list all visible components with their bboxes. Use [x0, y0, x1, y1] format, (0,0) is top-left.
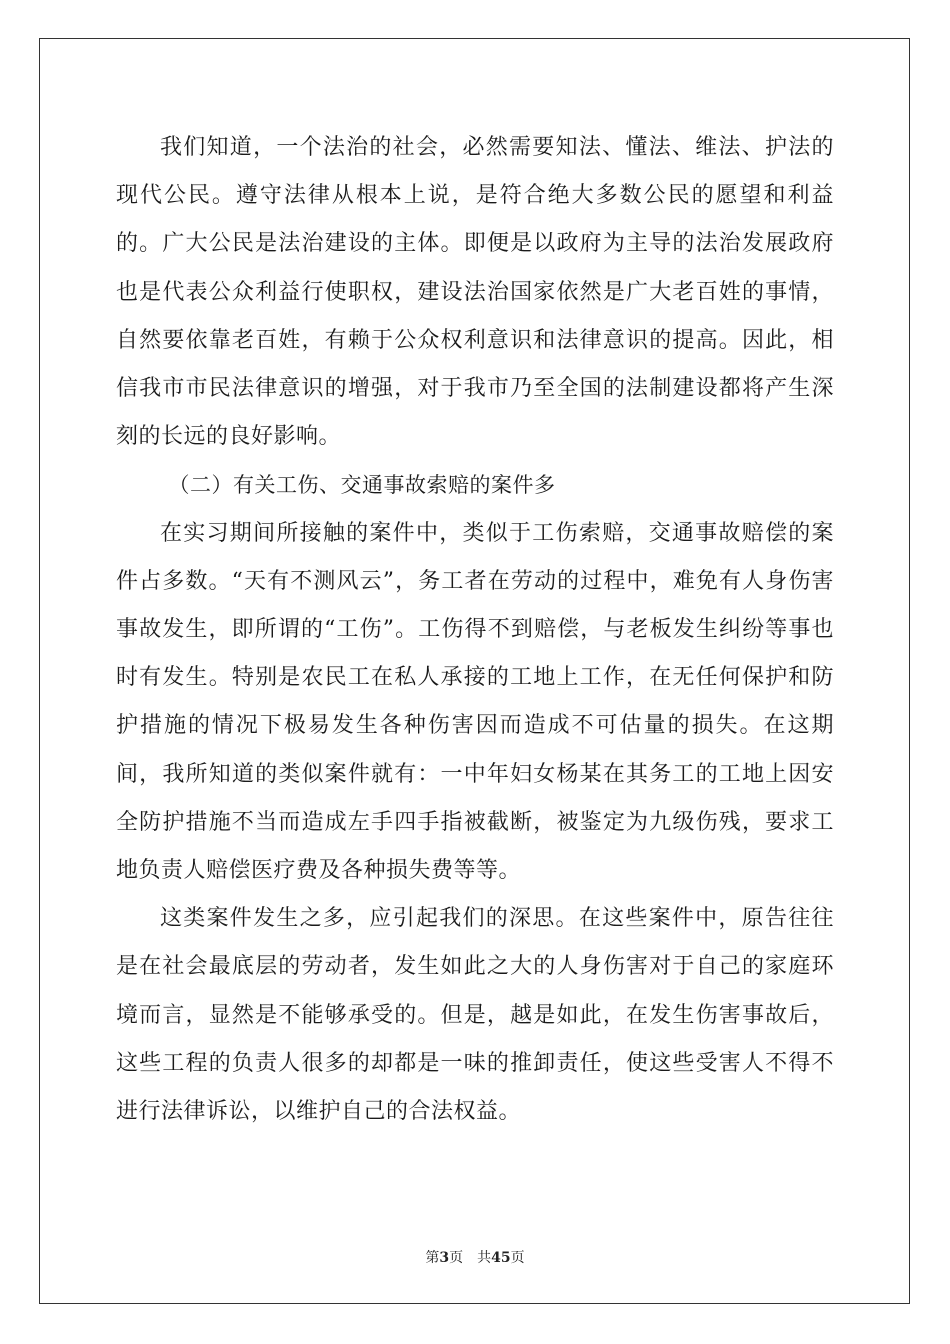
page-footer [0, 1247, 950, 1267]
document-body [116, 124, 834, 1136]
page-number: 3 [439, 1250, 450, 1266]
page-suffix: 页 [449, 1250, 464, 1266]
section-heading-work-injury: （二）有关工伤、交通事故索赔的案件多 [168, 473, 556, 498]
total-prefix: 共 [477, 1250, 492, 1266]
paragraph-reflection: 这类案件发生之多，应引起我们的深思。在这些案件中，原告往往是在社会最底层的劳动者，发生如此之大的人身伤害对于自己的家庭环境而言，显然是不能够承受的。但是，越是如此，在发生伤害事故后，这些工程的负责人很多的却都是一味的推卸责任，使这些受害人不得不进行法律诉讼，以维护自己的合法权益。 [116, 906, 834, 1125]
page-prefix: 第 [425, 1250, 440, 1266]
paragraph-legal-awareness: 我们知道，一个法治的社会，必然需要知法、懂法、维法、护法的现代公民。遵守法律从根本上说，是符合绝大多数公民的愿望和利益的。广大公民是法治建设的主体。即便是以政府为主导的法治发展政府也是代表公众利益行使职权，建设法治国家依然是广大老百姓的事情，自然要依靠老百姓，有赖于公众权利意识和法律意识的提高。因此，相信我市市民法律意识的增强，对于我市乃至全国的法制建设都将产生深刻的长远的良好影响。 [116, 135, 834, 450]
total-pages: 45 [491, 1250, 511, 1266]
paragraph-internship-cases: 在实习期间所接触的案件中，类似于工伤索赔，交通事故赔偿的案件占多数。“天有不测风云”，务工者在劳动的过程中，难免有人身伤害事故发生，即所谓的“工伤”。工伤得不到赔偿，与老板发生纠纷等事也时有发生。特别是农民工在私人承接的工地上工作，在无任何保护和防护措施的情况下极易发生各种伤害因而造成不可估量的损失。在这期间，我所知道的类似案件就有：一中年妇女杨某在其务工的工地上因安全防护措施不当而造成左手四手指被截断，被鉴定为九级伤残，要求工地负责人赔偿医疗费及各种损失费等等。 [116, 520, 834, 884]
total-suffix: 页 [510, 1250, 525, 1266]
